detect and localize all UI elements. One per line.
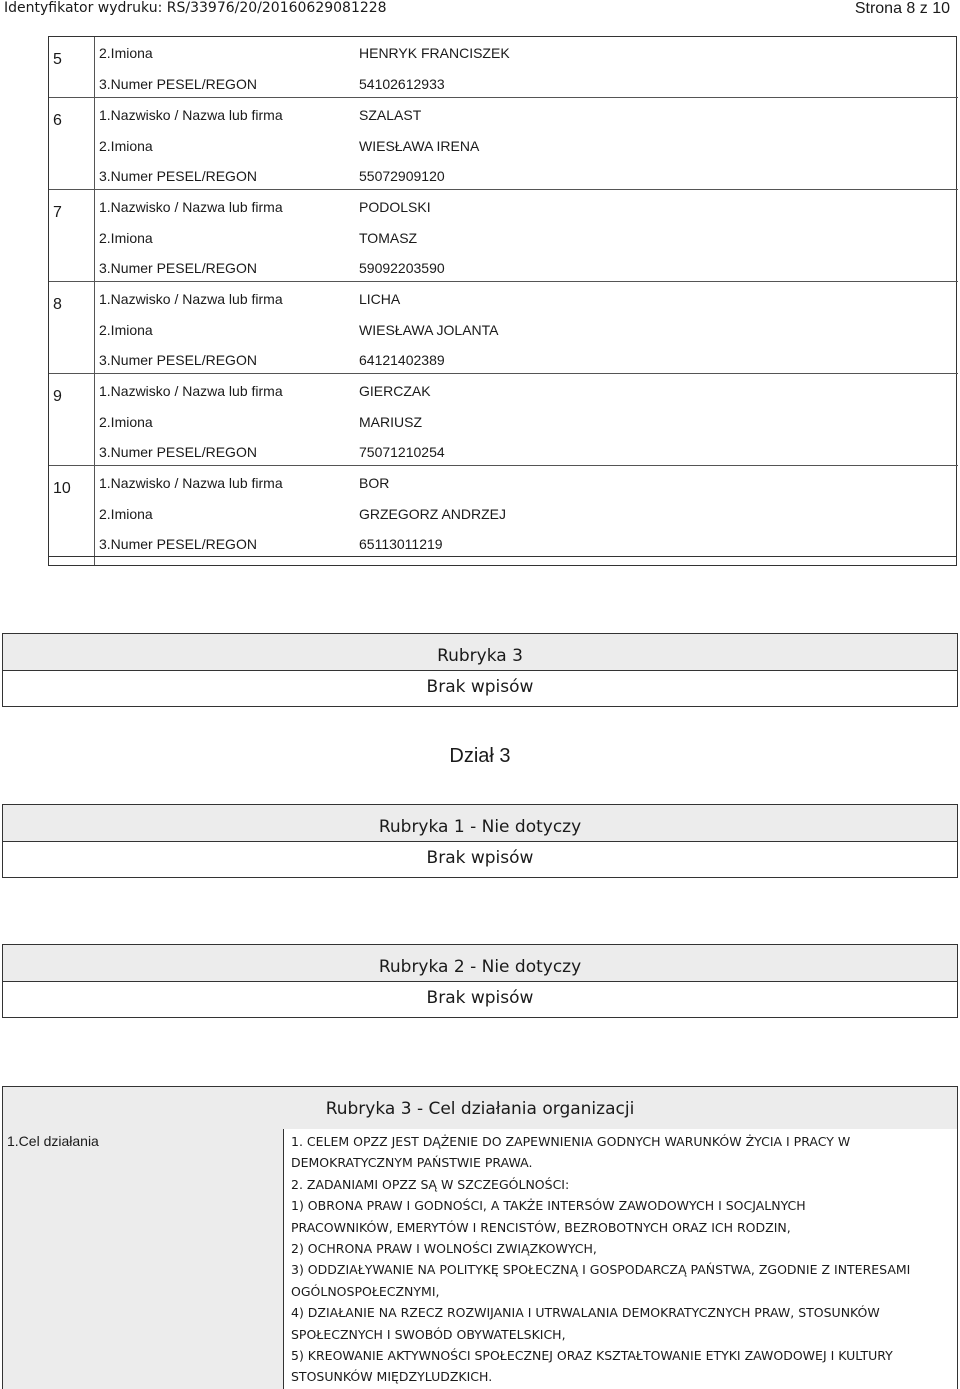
goal-line: 2. ZADANIAMI OPZZ SĄ W SZCZEGÓLNOŚCI: (291, 1176, 570, 1192)
dzial-3-title: Dział 3 (449, 745, 511, 767)
goal-line: PRACOWNIKÓW, EMERYTÓW I RENCISTÓW, BEZROBOTNYCH ORAZ ICH RODZIN, (291, 1219, 791, 1235)
rubryka-2-box (2, 944, 958, 1018)
field-label: 2.Imiona (99, 138, 153, 154)
field-label: 3.Numer PESEL/REGON (99, 76, 257, 92)
persons-table (48, 36, 957, 565)
field-label: 1.Nazwisko / Nazwa lub firma (99, 199, 283, 215)
section-heading: Rubryka 3 (3, 634, 957, 671)
field-label-column (3, 1129, 284, 1389)
field-value: SZALAST (359, 107, 422, 123)
goal-line: OGÓLNOSPOŁECZNYMI, (291, 1283, 440, 1299)
goal-line: 2) OCHRONA PRAW I WOLNOŚCI ZWIĄZKOWYCH, (291, 1241, 597, 1257)
goal-line: 1) OBRONA PRAW I GODNOŚCI, A TAKŻE INTERSÓW ZAWODOWYCH I SOCJALNYCH (291, 1198, 806, 1214)
empty-entries-text: Brak wpisów (426, 988, 534, 1008)
goal-line: SPOŁECZNYCH I SWOBÓD OBYWATELSKICH, (291, 1326, 566, 1342)
goal-line: 3) ODDZIAŁYWANIE NA POLITYKĘ SPOŁECZNĄ I GOSPODARCZĄ PAŃSTWA, ZGODNIE Z INTERESAMI (291, 1262, 911, 1278)
field-label: 1.Nazwisko / Nazwa lub firma (99, 291, 283, 307)
field-label: 1.Cel działania (7, 1133, 99, 1149)
row-number: 9 (53, 388, 62, 405)
row-divider (49, 281, 958, 282)
goal-line: 4) DZIAŁANIE NA RZECZ ROZWIJANIA I UTRWALANIA DEMOKRATYCZNYCH PRAW, STOSUNKÓW (291, 1305, 880, 1321)
table-bottom-line-2 (48, 565, 957, 566)
field-value: PODOLSKI (359, 199, 431, 215)
field-value: BOR (359, 475, 390, 491)
field-label: 2.Imiona (99, 45, 153, 61)
field-label: 3.Numer PESEL/REGON (99, 168, 257, 184)
goal-line: 1. CELEM OPZZ JEST DĄŻENIE DO ZAPEWNIENIA GODNYCH WARUNKÓW ŻYCIA I PRACY W (291, 1134, 851, 1149)
goal-line: 5) KREOWANIE AKTYWNOŚCI SPOŁECZNEJ ORAZ KSZTAŁTOWANIE ETYKI ZAWODOWEJ I KULTURY (291, 1348, 893, 1364)
field-value: 55072909120 (359, 168, 445, 184)
row-number: 6 (53, 112, 62, 129)
goal-line: DEMOKRATYCZNYM PAŃSTWIE PRAWA. (291, 1155, 533, 1171)
page-number: Strona 8 z 10 (854, 0, 950, 17)
row-divider (49, 465, 958, 466)
field-value: 75071210254 (359, 444, 445, 460)
field-value: 65113011219 (359, 536, 443, 552)
field-value: LICHA (359, 291, 401, 307)
row-number: 5 (53, 51, 62, 68)
section-heading: Rubryka 1 - Nie dotyczy (3, 805, 957, 842)
field-value: 64121402389 (359, 352, 445, 368)
goal-text (291, 1131, 949, 1388)
empty-entries-text: Brak wpisów (426, 677, 534, 697)
row-divider (49, 189, 958, 190)
field-value: TOMASZ (359, 230, 418, 246)
field-label: 3.Numer PESEL/REGON (99, 444, 257, 460)
goal-line: STOSUNKÓW MIĘDZYLUDZKICH. (291, 1369, 493, 1385)
section-heading: Rubryka 3 - Cel działania organizacji (3, 1087, 957, 1129)
field-label: 2.Imiona (99, 322, 153, 338)
print-identifier: Identyfikator wydruku: RS/33976/20/20160629081228 (4, 0, 387, 16)
empty-entries-text: Brak wpisów (426, 848, 534, 868)
field-value: 54102612933 (359, 76, 445, 92)
row-number: 8 (53, 296, 62, 313)
field-value: HENRYK FRANCISZEK (359, 45, 510, 61)
field-value: GIERCZAK (359, 383, 431, 399)
section-heading: Rubryka 2 - Nie dotyczy (3, 945, 957, 982)
field-value: WIESŁAWA JOLANTA (359, 322, 499, 338)
column-divider (94, 37, 95, 565)
field-label: 1.Nazwisko / Nazwa lub firma (99, 107, 283, 123)
field-value: MARIUSZ (359, 414, 422, 430)
field-value: GRZEGORZ ANDRZEJ (359, 506, 507, 522)
field-label: 3.Numer PESEL/REGON (99, 352, 257, 368)
row-number: 7 (53, 204, 62, 221)
table-bottom-line (48, 556, 957, 557)
rubryka-1-box (2, 804, 958, 878)
field-label: 3.Numer PESEL/REGON (99, 260, 257, 276)
row-number: 10 (53, 480, 71, 497)
field-label: 3.Numer PESEL/REGON (99, 536, 257, 552)
row-divider (49, 97, 958, 98)
field-label: 2.Imiona (99, 230, 153, 246)
field-label: 2.Imiona (99, 506, 153, 522)
field-label: 2.Imiona (99, 414, 153, 430)
print-header (0, 0, 960, 18)
rubryka-3-box (2, 633, 958, 707)
row-divider (49, 373, 958, 374)
field-value: 59092203590 (359, 260, 445, 276)
field-label: 1.Nazwisko / Nazwa lub firma (99, 383, 283, 399)
rubryka-cel-box (2, 1086, 958, 1389)
field-value: WIESŁAWA IRENA (359, 138, 480, 154)
field-label: 1.Nazwisko / Nazwa lub firma (99, 475, 283, 491)
